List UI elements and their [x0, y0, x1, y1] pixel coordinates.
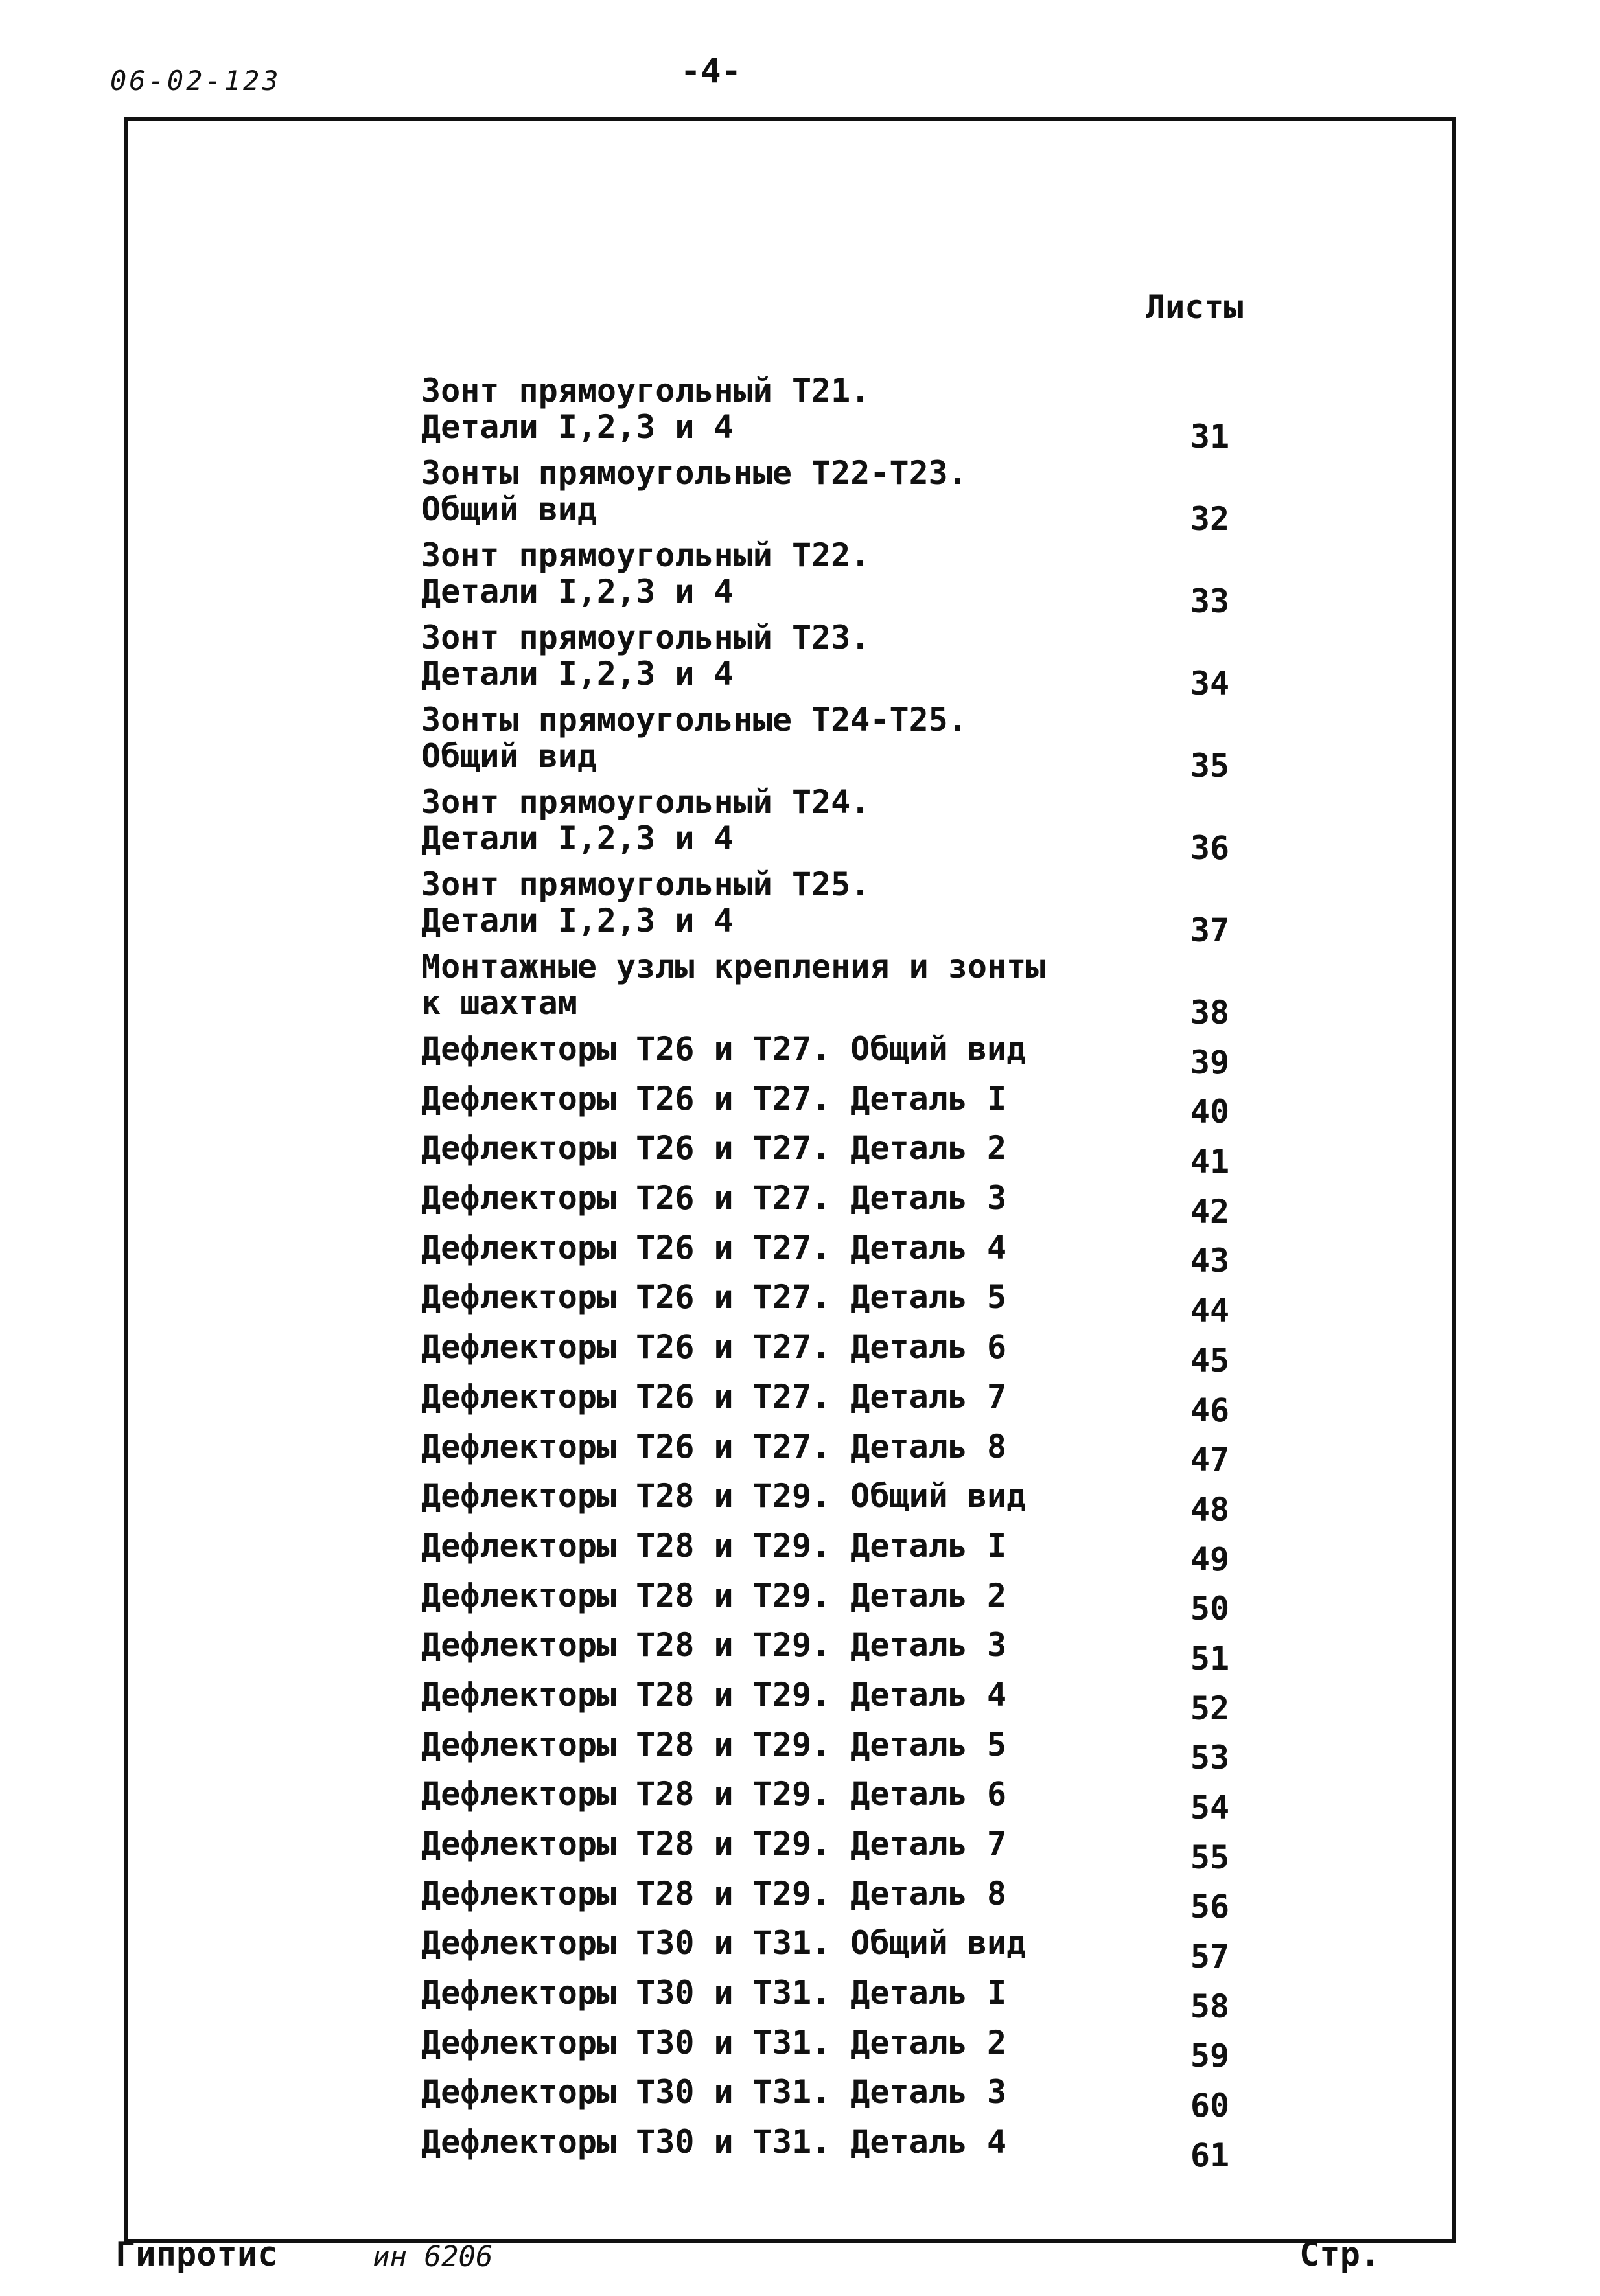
- entry-sheet-number: 40: [1190, 1093, 1230, 1131]
- entry-sheet-number: 52: [1190, 1689, 1230, 1727]
- entry-sheet-number: 45: [1190, 1341, 1230, 1379]
- entry-title: Дефлекторы Т28 и Т29. Деталь 3: [421, 1626, 1007, 1664]
- entry-sheet-number: 43: [1190, 1242, 1230, 1280]
- entry-title: Зонты прямоугольные Т24-Т25. Общий вид: [421, 701, 968, 775]
- entry-title: Дефлекторы Т28 и Т29. Деталь 6: [421, 1775, 1007, 1813]
- entry-title: Зонт прямоугольный Т24. Детали I,2,3 и 4: [421, 783, 870, 857]
- entry-sheet-number: 51: [1190, 1639, 1230, 1677]
- list-item: [421, 702, 1296, 784]
- entry-title: Дефлекторы Т28 и Т29. Деталь I: [421, 1526, 1007, 1565]
- list-item: [421, 1528, 1296, 1578]
- list-item: [421, 1925, 1296, 1975]
- list-item: [421, 948, 1296, 1031]
- entry-title: Дефлекторы Т28 и Т29. Деталь 4: [421, 1675, 1007, 1714]
- entry-title: Дефлекторы Т26 и Т27. Деталь I: [421, 1079, 1007, 1118]
- entry-title: Дефлекторы Т26 и Т27. Деталь 3: [421, 1179, 1007, 1217]
- entry-sheet-number: 57: [1190, 1938, 1230, 1976]
- document-code: 06-02-123: [110, 65, 281, 97]
- entry-sheet-number: 39: [1190, 1043, 1230, 1081]
- entry-sheet-number: 55: [1190, 1838, 1230, 1876]
- entry-title: Зонт прямоугольный Т21. Детали I,2,3 и 4: [421, 372, 870, 446]
- entry-sheet-number: 35: [1190, 747, 1230, 785]
- entry-title: Дефлекторы Т26 и Т27. Деталь 5: [421, 1278, 1007, 1316]
- entry-title: Дефлекторы Т28 и Т29. Общий вид: [421, 1477, 1026, 1515]
- list-item: [421, 1429, 1296, 1478]
- entry-sheet-number: 42: [1190, 1192, 1230, 1230]
- entry-title: Зонт прямоугольный Т22. Детали I,2,3 и 4: [421, 536, 870, 610]
- entry-title: Монтажные узлы крепления и зонты к шахтам: [421, 948, 1046, 1022]
- list-item: [421, 455, 1296, 537]
- entry-sheet-number: 38: [1190, 994, 1230, 1031]
- entry-title: Дефлекторы Т30 и Т31. Общий вид: [421, 1924, 1026, 1962]
- entry-sheet-number: 37: [1190, 912, 1230, 949]
- list-item: [421, 1130, 1296, 1180]
- list-item: [421, 2025, 1296, 2074]
- list-item: [421, 1081, 1296, 1131]
- list-item: [421, 866, 1296, 948]
- list-item: [421, 1329, 1296, 1379]
- entry-sheet-number: 54: [1190, 1789, 1230, 1826]
- contents-list: [421, 373, 1296, 2174]
- entry-sheet-number: 46: [1190, 1391, 1230, 1429]
- list-item: [421, 373, 1296, 455]
- entry-title: Дефлекторы Т28 и Т29. Деталь 2: [421, 1576, 1007, 1614]
- organization-name: Гипротис: [115, 2235, 278, 2274]
- entry-title: Дефлекторы Т26 и Т27. Общий вид: [421, 1030, 1026, 1068]
- page-label: Стр.: [1299, 2235, 1381, 2274]
- entry-sheet-number: 31: [1190, 418, 1230, 455]
- list-item: [421, 1975, 1296, 2025]
- entry-sheet-number: 44: [1190, 1292, 1230, 1330]
- list-item: [421, 1578, 1296, 1627]
- entry-title: Зонт прямоугольный Т23. Детали I,2,3 и 4: [421, 619, 870, 693]
- entry-title: Дефлекторы Т26 и Т27. Деталь 7: [421, 1377, 1007, 1416]
- list-item: [421, 1031, 1296, 1081]
- entry-sheet-number: 61: [1190, 2136, 1230, 2174]
- list-item: [421, 537, 1296, 619]
- list-item: [421, 1677, 1296, 1727]
- entry-title: Зонт прямоугольный Т25. Детали I,2,3 и 4: [421, 866, 870, 939]
- list-item: [421, 1478, 1296, 1528]
- entry-sheet-number: 56: [1190, 1888, 1230, 1926]
- page-number: -4-: [680, 52, 741, 91]
- entry-sheet-number: 41: [1190, 1143, 1230, 1181]
- list-item: [421, 1230, 1296, 1280]
- entry-sheet-number: 33: [1190, 582, 1230, 620]
- list-item: [421, 2074, 1296, 2124]
- entry-sheet-number: 36: [1190, 829, 1230, 867]
- entry-sheet-number: 49: [1190, 1540, 1230, 1578]
- entry-title: Дефлекторы Т26 и Т27. Деталь 2: [421, 1129, 1007, 1167]
- list-item: [421, 1876, 1296, 1925]
- entry-sheet-number: 60: [1190, 2087, 1230, 2125]
- entry-sheet-number: 59: [1190, 2037, 1230, 2075]
- entry-sheet-number: 48: [1190, 1490, 1230, 1528]
- inventory-number: ин 6206: [373, 2240, 493, 2273]
- list-item: [421, 1279, 1296, 1329]
- list-item: [421, 1776, 1296, 1826]
- entry-title: Дефлекторы Т30 и Т31. Деталь 2: [421, 2023, 1007, 2061]
- list-item: [421, 1180, 1296, 1230]
- list-item: [421, 2124, 1296, 2174]
- list-item: [421, 619, 1296, 702]
- entry-sheet-number: 53: [1190, 1739, 1230, 1777]
- entry-sheet-number: 47: [1190, 1441, 1230, 1479]
- entry-sheet-number: 32: [1190, 500, 1230, 538]
- list-item: [421, 1727, 1296, 1776]
- entry-sheet-number: 50: [1190, 1590, 1230, 1628]
- entry-sheet-number: 34: [1190, 665, 1230, 702]
- entry-sheet-number: 58: [1190, 1987, 1230, 2025]
- entry-title: Дефлекторы Т28 и Т29. Деталь 8: [421, 1874, 1007, 1912]
- entry-title: Дефлекторы Т30 и Т31. Деталь I: [421, 1974, 1007, 2012]
- list-item: [421, 1826, 1296, 1876]
- list-item: [421, 1627, 1296, 1677]
- entry-title: Дефлекторы Т30 и Т31. Деталь 4: [421, 2123, 1007, 2161]
- entry-title: Зонты прямоугольные Т22-Т23. Общий вид: [421, 454, 968, 528]
- entry-title: Дефлекторы Т28 и Т29. Деталь 5: [421, 1725, 1007, 1763]
- list-item: [421, 784, 1296, 866]
- sheets-column-header: Листы: [1146, 288, 1244, 326]
- entry-title: Дефлекторы Т26 и Т27. Деталь 4: [421, 1228, 1007, 1267]
- entry-title: Дефлекторы Т28 и Т29. Деталь 7: [421, 1825, 1007, 1863]
- entry-title: Дефлекторы Т30 и Т31. Деталь 3: [421, 2073, 1007, 2111]
- list-item: [421, 1379, 1296, 1429]
- entry-title: Дефлекторы Т26 и Т27. Деталь 6: [421, 1328, 1007, 1366]
- entry-title: Дефлекторы Т26 и Т27. Деталь 8: [421, 1427, 1007, 1465]
